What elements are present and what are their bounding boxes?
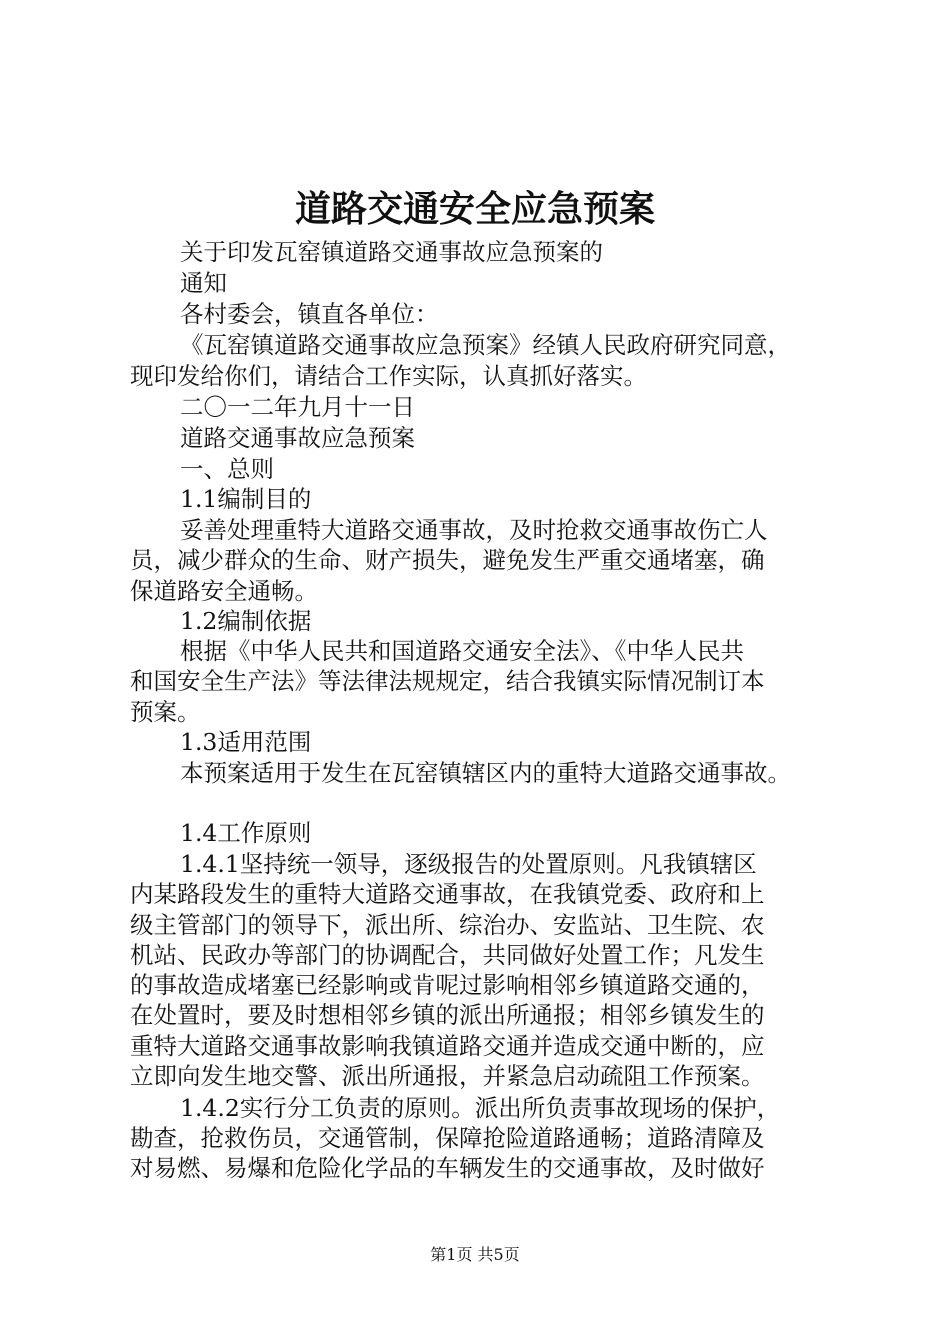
- body-line: 1.3适用范围: [180, 728, 312, 756]
- body-line: 级主管部门的领导下，派出所、综治办、安监站、卫生院、农: [130, 911, 765, 939]
- body-line: 预案。: [130, 698, 201, 726]
- body-line: 和国安全生产法》等法律法规规定，结合我镇实际情况制订本: [130, 667, 765, 695]
- body-line: 在处置时，要及时想相邻乡镇的派出所通报；相邻乡镇发生的: [130, 1001, 765, 1029]
- body-line: 1.1编制目的: [180, 485, 312, 513]
- body-line: 道路交通事故应急预案: [180, 424, 415, 452]
- body-line: 各村委会，镇直各单位：: [180, 300, 439, 328]
- body-line: 勘查，抢救伤员，交通管制，保障抢险道路通畅；道路清障及: [130, 1124, 765, 1152]
- page-title: 道路交通安全应急预案: [294, 188, 655, 230]
- body-line: 内某路段发生的重特大道路交通事故，在我镇党委、政府和上: [130, 880, 765, 908]
- body-line: 《瓦窑镇道路交通事故应急预案》经镇人民政府研究同意，: [180, 331, 791, 359]
- body-line: 关于印发瓦窑镇道路交通事故应急预案的: [180, 238, 603, 266]
- body-line: 1.4.2实行分工负责的原则。派出所负责事故现场的保护，: [180, 1094, 781, 1122]
- body-line: 1.4工作原则: [180, 819, 312, 847]
- body-line: 通知: [180, 269, 227, 297]
- body-line: 立即向发生地交警、派出所通报，并紧急启动疏阻工作预案。: [130, 1062, 765, 1090]
- body-line: 二〇一二年九月十一日: [180, 393, 415, 421]
- body-line: 1.2编制依据: [180, 607, 312, 635]
- body-line: 重特大道路交通事故影响我镇道路交通并造成交通中断的，应: [130, 1032, 765, 1060]
- body-line: 的事故造成堵塞已经影响或肯呢过影响相邻乡镇道路交通的，: [130, 971, 765, 999]
- body-line: 对易燃、易爆和危险化学品的车辆发生的交通事故，及时做好: [130, 1154, 765, 1182]
- body-line: 员，减少群众的生命、财产损失，避免发生严重交通堵塞，确: [130, 546, 765, 574]
- body-line: 机站、民政办等部门的协调配合，共同做好处置工作；凡发生: [130, 941, 765, 969]
- page-footer: 第1页 共5页: [430, 1245, 520, 1264]
- body-line: 妥善处理重特大道路交通事故，及时抢救交通事故伤亡人: [180, 516, 768, 544]
- body-line: 1.4.1坚持统一领导，逐级报告的处置原则。凡我镇辖区: [180, 850, 757, 878]
- body-line: 本预案适用于发生在瓦窑镇辖区内的重特大道路交通事故。: [180, 759, 791, 787]
- body-line: 一、总则: [180, 455, 274, 483]
- body-line: 根据《中华人民共和国道路交通安全法》、《中华人民共: [180, 637, 744, 665]
- body-line: 保道路安全通畅。: [130, 577, 318, 605]
- body-line: 现印发给你们，请结合工作实际，认真抓好落实。: [130, 362, 647, 390]
